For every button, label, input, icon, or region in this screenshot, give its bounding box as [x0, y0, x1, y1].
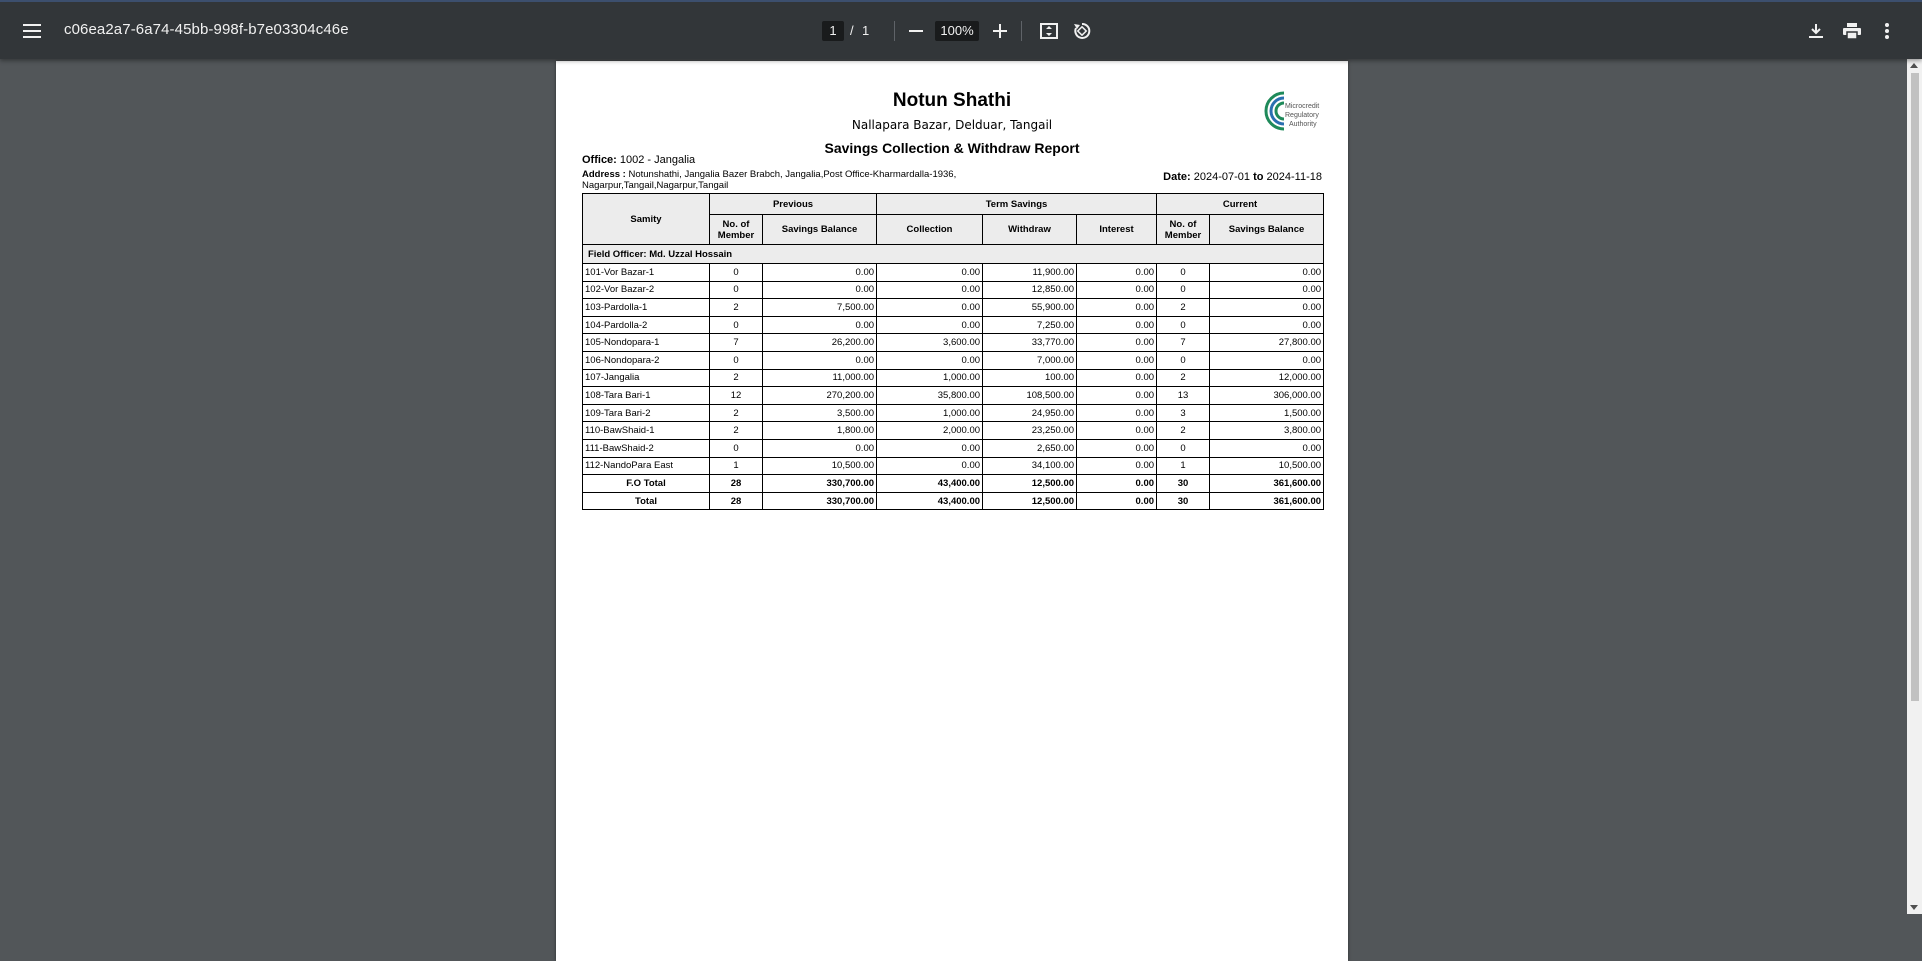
cell-collection: 1,000.00 [877, 369, 983, 387]
address-info [582, 169, 992, 191]
cell-interest: 0.00 [1077, 369, 1157, 387]
cell-prev-members: 1 [710, 457, 763, 475]
fit-to-page-icon[interactable] [1034, 16, 1064, 46]
address-label: Address : [582, 169, 626, 180]
page-total: 1 [862, 23, 870, 38]
table-row [583, 281, 1324, 299]
cell-prev-members: 2 [710, 369, 763, 387]
cell-samity: 108-Tara Bari-1 [583, 387, 710, 405]
table-row [583, 369, 1324, 387]
cell-interest: 0.00 [1077, 264, 1157, 282]
toolbar-divider [1021, 21, 1022, 41]
col-header-collection: Collection [877, 215, 983, 245]
cell-interest: 0.00 [1077, 387, 1157, 405]
cell-prev-members: 2 [710, 299, 763, 317]
more-options-icon[interactable] [1872, 16, 1902, 46]
cell-prev-members: 2 [710, 404, 763, 422]
table-row [583, 422, 1324, 440]
cell-cur-balance: 10,500.00 [1210, 457, 1324, 475]
cell-samity: 109-Tara Bari-2 [583, 404, 710, 422]
cell-collection: 0.00 [877, 316, 983, 334]
cell-interest: 0.00 [1077, 351, 1157, 369]
cell-withdraw: 55,900.00 [983, 299, 1077, 317]
cell-prev-balance: 0.00 [763, 439, 877, 457]
total-cell-label: F.O Total [583, 475, 710, 493]
cell-samity: 103-Pardolla-1 [583, 299, 710, 317]
table-row [583, 264, 1324, 282]
table-row [583, 316, 1324, 334]
total-cell-label: Total [583, 492, 710, 510]
total-cell-withdraw: 12,500.00 [983, 475, 1077, 493]
cell-cur-members: 7 [1157, 334, 1210, 352]
date-label: Date: [1163, 171, 1191, 183]
fo-total-row [583, 475, 1324, 493]
scroll-down-arrow-icon[interactable] [1910, 905, 1918, 910]
zoom-in-icon[interactable] [985, 16, 1015, 46]
total-cell-cur-balance: 361,600.00 [1210, 492, 1324, 510]
cell-cur-balance: 0.00 [1210, 351, 1324, 369]
cell-interest: 0.00 [1077, 299, 1157, 317]
zoom-level-input[interactable]: 100% [935, 21, 979, 41]
cell-cur-balance: 0.00 [1210, 281, 1324, 299]
cell-samity: 107-Jangalia [583, 369, 710, 387]
cell-samity: 102-Vor Bazar-2 [583, 281, 710, 299]
cell-cur-members: 0 [1157, 439, 1210, 457]
cell-prev-balance: 0.00 [763, 351, 877, 369]
cell-prev-balance: 11,000.00 [763, 369, 877, 387]
cell-prev-balance: 0.00 [763, 264, 877, 282]
cell-prev-balance: 270,200.00 [763, 387, 877, 405]
total-cell-interest: 0.00 [1077, 475, 1157, 493]
col-header-interest: Interest [1077, 215, 1157, 245]
total-cell-prev-members: 28 [710, 492, 763, 510]
cell-collection: 0.00 [877, 281, 983, 299]
table-row [583, 404, 1324, 422]
zoom-out-icon[interactable] [901, 16, 931, 46]
table-row [583, 387, 1324, 405]
cell-collection: 0.00 [877, 351, 983, 369]
date-to: 2024-11-18 [1266, 171, 1322, 183]
cell-withdraw: 33,770.00 [983, 334, 1077, 352]
total-cell-prev-members: 28 [710, 475, 763, 493]
office-label: Office: [582, 154, 617, 166]
col-header-cur-members: No. of Member [1157, 215, 1210, 245]
col-header-term-savings: Term Savings [877, 194, 1157, 215]
total-cell-cur-members: 30 [1157, 475, 1210, 493]
page-separator: / [850, 23, 854, 38]
col-header-withdraw: Withdraw [983, 215, 1077, 245]
cell-prev-members: 0 [710, 316, 763, 334]
cell-withdraw: 12,850.00 [983, 281, 1077, 299]
cell-collection: 0.00 [877, 457, 983, 475]
cell-cur-balance: 0.00 [1210, 439, 1324, 457]
cell-collection: 2,000.00 [877, 422, 983, 440]
cell-interest: 0.00 [1077, 316, 1157, 334]
col-header-prev-members: No. of Member [710, 215, 763, 245]
cell-cur-members: 3 [1157, 404, 1210, 422]
cell-prev-members: 12 [710, 387, 763, 405]
cell-cur-balance: 3,800.00 [1210, 422, 1324, 440]
cell-prev-balance: 1,800.00 [763, 422, 877, 440]
total-cell-interest: 0.00 [1077, 492, 1157, 510]
cell-cur-members: 1 [1157, 457, 1210, 475]
cell-withdraw: 108,500.00 [983, 387, 1077, 405]
cell-cur-balance: 1,500.00 [1210, 404, 1324, 422]
cell-withdraw: 34,100.00 [983, 457, 1077, 475]
cell-interest: 0.00 [1077, 334, 1157, 352]
cell-cur-balance: 0.00 [1210, 264, 1324, 282]
cell-cur-balance: 306,000.00 [1210, 387, 1324, 405]
cell-cur-balance: 0.00 [1210, 316, 1324, 334]
cell-collection: 3,600.00 [877, 334, 983, 352]
cell-withdraw: 24,950.00 [983, 404, 1077, 422]
table-row [583, 439, 1324, 457]
grand-total-row [583, 492, 1324, 510]
cell-prev-members: 0 [710, 264, 763, 282]
table-row [583, 334, 1324, 352]
cell-cur-members: 0 [1157, 351, 1210, 369]
cell-samity: 111-BawShaid-2 [583, 439, 710, 457]
office-info [582, 154, 695, 166]
cell-cur-balance: 27,800.00 [1210, 334, 1324, 352]
cell-prev-members: 0 [710, 439, 763, 457]
field-officer-name: Field Officer: Md. Uzzal Hossain [583, 245, 1324, 264]
page-number-input[interactable]: 1 [822, 21, 844, 41]
menu-icon[interactable] [17, 16, 47, 46]
cell-collection: 0.00 [877, 439, 983, 457]
cell-cur-balance: 12,000.00 [1210, 369, 1324, 387]
cell-collection: 35,800.00 [877, 387, 983, 405]
logo-text-line-2: Regulatory [1285, 112, 1319, 119]
cell-collection: 0.00 [877, 299, 983, 317]
cell-collection: 1,000.00 [877, 404, 983, 422]
cell-prev-members: 2 [710, 422, 763, 440]
cell-prev-balance: 7,500.00 [763, 299, 877, 317]
cell-interest: 0.00 [1077, 281, 1157, 299]
table-row [583, 299, 1324, 317]
date-range [1163, 171, 1322, 183]
organization-address: Nallapara Bazar, Delduar, Tangail [851, 118, 1053, 132]
cell-interest: 0.00 [1077, 404, 1157, 422]
date-to-label: to [1253, 171, 1264, 183]
total-cell-collection: 43,400.00 [877, 492, 983, 510]
cell-samity: 110-BawShaid-1 [583, 422, 710, 440]
total-cell-cur-balance: 361,600.00 [1210, 475, 1324, 493]
vertical-scrollbar[interactable] [1907, 59, 1922, 914]
office-value: 1002 - Jangalia [619, 154, 696, 166]
organization-name: Notun Shathi [892, 90, 1012, 111]
col-header-samity: Samity [583, 194, 710, 245]
cell-prev-balance: 26,200.00 [763, 334, 877, 352]
cell-interest: 0.00 [1077, 422, 1157, 440]
logo-text-line-3: Authority [1289, 121, 1317, 128]
cell-interest: 0.00 [1077, 439, 1157, 457]
address-value: Notunshathi, Jangalia Bazer Brabch, Jangalia,Post Office-Kharmardalla-1936, Nagarpur,Tangail,Nagarpur,Tangail [582, 169, 957, 191]
cell-cur-members: 0 [1157, 316, 1210, 334]
cell-withdraw: 23,250.00 [983, 422, 1077, 440]
cell-prev-balance: 10,500.00 [763, 457, 877, 475]
date-from: 2024-07-01 [1193, 171, 1251, 183]
col-header-cur-balance: Savings Balance [1210, 215, 1324, 245]
table-row [583, 457, 1324, 475]
toolbar-divider [894, 21, 895, 41]
total-cell-cur-members: 30 [1157, 492, 1210, 510]
cell-prev-members: 7 [710, 334, 763, 352]
cell-withdraw: 2,650.00 [983, 439, 1077, 457]
total-cell-prev-balance: 330,700.00 [763, 475, 877, 493]
cell-cur-members: 13 [1157, 387, 1210, 405]
savings-report-table [582, 193, 1324, 510]
logo-text-line-1: Microcredit [1285, 103, 1320, 110]
table-row [583, 351, 1324, 369]
total-cell-collection: 43,400.00 [877, 475, 983, 493]
pdf-page [556, 61, 1348, 961]
download-icon[interactable] [1801, 16, 1831, 46]
cell-prev-members: 0 [710, 351, 763, 369]
col-header-previous: Previous [710, 194, 877, 215]
cell-samity: 112-NandoPara East [583, 457, 710, 475]
scroll-up-arrow-icon[interactable] [1910, 63, 1918, 68]
cell-withdraw: 7,000.00 [983, 351, 1077, 369]
cell-interest: 0.00 [1077, 457, 1157, 475]
total-cell-prev-balance: 330,700.00 [763, 492, 877, 510]
total-cell-withdraw: 12,500.00 [983, 492, 1077, 510]
cell-withdraw: 7,250.00 [983, 316, 1077, 334]
scroll-thumb[interactable] [1911, 73, 1919, 701]
cell-prev-balance: 3,500.00 [763, 404, 877, 422]
print-icon[interactable] [1837, 16, 1867, 46]
cell-cur-members: 2 [1157, 299, 1210, 317]
col-header-current: Current [1157, 194, 1324, 215]
cell-collection: 0.00 [877, 264, 983, 282]
cell-cur-balance: 0.00 [1210, 299, 1324, 317]
cell-withdraw: 11,900.00 [983, 264, 1077, 282]
cell-samity: 101-Vor Bazar-1 [583, 264, 710, 282]
cell-cur-members: 2 [1157, 422, 1210, 440]
field-officer-row [583, 245, 1324, 264]
pdf-toolbar [0, 0, 1922, 59]
cell-samity: 104-Pardolla-2 [583, 316, 710, 334]
cell-withdraw: 100.00 [983, 369, 1077, 387]
report-title: Savings Collection & Withdraw Report [824, 140, 1080, 156]
cell-samity: 105-Nondopara-1 [583, 334, 710, 352]
cell-cur-members: 0 [1157, 264, 1210, 282]
rotate-icon[interactable] [1067, 16, 1097, 46]
cell-prev-members: 0 [710, 281, 763, 299]
cell-samity: 106-Nondopara-2 [583, 351, 710, 369]
cell-cur-members: 0 [1157, 281, 1210, 299]
cell-prev-balance: 0.00 [763, 316, 877, 334]
cell-cur-members: 2 [1157, 369, 1210, 387]
document-title: c06ea2a7-6a74-45bb-998f-b7e03304c46e [64, 21, 349, 38]
mra-logo [1262, 87, 1324, 135]
col-header-prev-balance: Savings Balance [763, 215, 877, 245]
cell-prev-balance: 0.00 [763, 281, 877, 299]
